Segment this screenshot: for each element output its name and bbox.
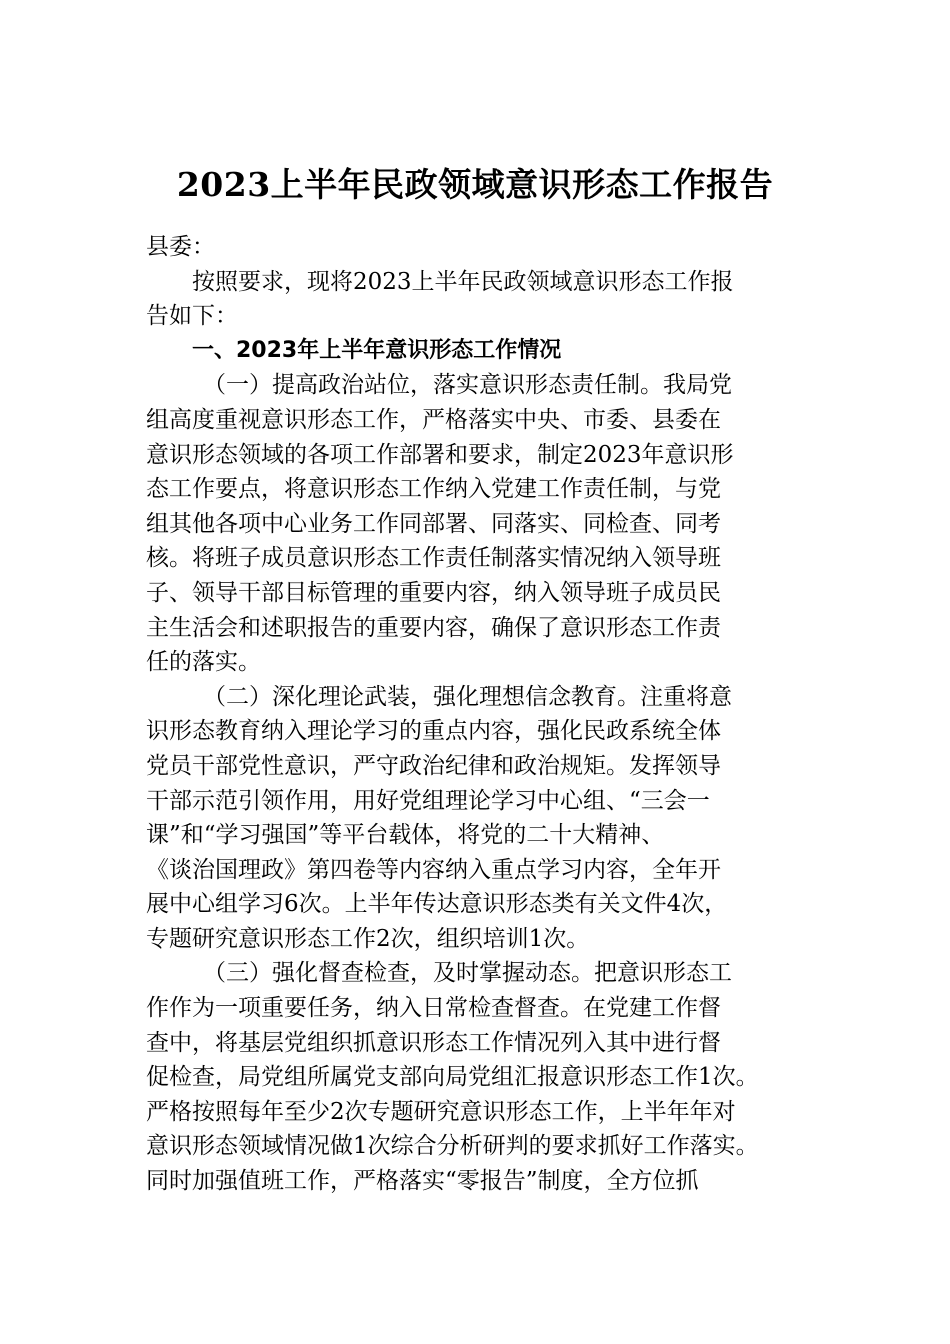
document-body xyxy=(146,230,826,1199)
paragraph-line: 党员干部党性意识，严守政治纪律和政治规矩。发挥领导 xyxy=(146,752,721,779)
paragraph-line: （二）深化理论武装，强化理想信念教育。注重将意 xyxy=(203,683,732,710)
paragraph-line: （三）强化督查检查，及时掌握动态。把意识形态工 xyxy=(203,960,732,987)
paragraph-line: 任的落实。 xyxy=(146,649,261,676)
paragraph-line: 核。将班子成员意识形态工作责任制落实情况纳入领导班 xyxy=(146,545,721,572)
paragraph-line: 作作为一项重要任务，纳入日常检查督查。在党建工作督 xyxy=(146,995,721,1022)
paragraph-line: 识形态教育纳入理论学习的重点内容，强化民政系统全体 xyxy=(146,718,721,745)
paragraph-line: 告如下： xyxy=(146,303,238,330)
paragraph-line: 组其他各项中心业务工作同部署、同落实、同检查、同考 xyxy=(146,510,721,537)
paragraph-line: 同时加强值班工作，严格落实“零报告”制度，全方位抓 xyxy=(146,1168,699,1195)
paragraph-line: 按照要求，现将2023上半年民政领域意识形态工作报 xyxy=(192,268,734,295)
paragraph-line: 意识形态领域情况做1次综合分析研判的要求抓好工作落实。 xyxy=(146,1133,759,1160)
paragraph-line: 严格按照每年至少2次专题研究意识形态工作，上半年年对 xyxy=(146,1098,736,1125)
paragraph-line: 《谈治国理政》第四卷等内容纳入重点学习内容，全年开 xyxy=(146,856,721,883)
paragraph-line: （一）提高政治站位，落实意识形态责任制。我局党 xyxy=(203,372,732,399)
paragraph-line: 干部示范引领作用，用好党组理论学习中心组、“三会一 xyxy=(146,787,710,814)
paragraph-line: 意识形态领域的各项工作部署和要求，制定2023年意识形 xyxy=(146,441,734,468)
salutation: 县委： xyxy=(146,234,215,260)
paragraph-line: 查中，将基层党组织抓意识形态工作情况列入其中进行督 xyxy=(146,1029,721,1056)
paragraph-line: 组高度重视意识形态工作，严格落实中央、市委、县委在 xyxy=(146,406,721,433)
paragraph-line: 专题研究意识形态工作2次，组织培训1次。 xyxy=(146,925,590,952)
paragraph-line: 态工作要点，将意识形态工作纳入党建工作责任制，与党 xyxy=(146,476,721,503)
document-title: 2023上半年民政领域意识形态工作报告 xyxy=(176,165,774,204)
paragraph-line: 子、领导干部目标管理的重要内容，纳入领导班子成员民 xyxy=(146,579,721,606)
paragraph-line: 主生活会和述职报告的重要内容，确保了意识形态工作责 xyxy=(146,614,721,641)
paragraph-line: 展中心组学习6次。上半年传达意识形态类有关文件4次， xyxy=(146,891,728,918)
paragraph-line: 课”和“学习强国”等平台载体，将党的二十大精神、 xyxy=(146,822,665,849)
section-heading: 一、2023年上半年意识形态工作情况 xyxy=(192,337,562,363)
paragraph-line: 促检查，局党组所属党支部向局党组汇报意识形态工作1次。 xyxy=(146,1064,759,1091)
